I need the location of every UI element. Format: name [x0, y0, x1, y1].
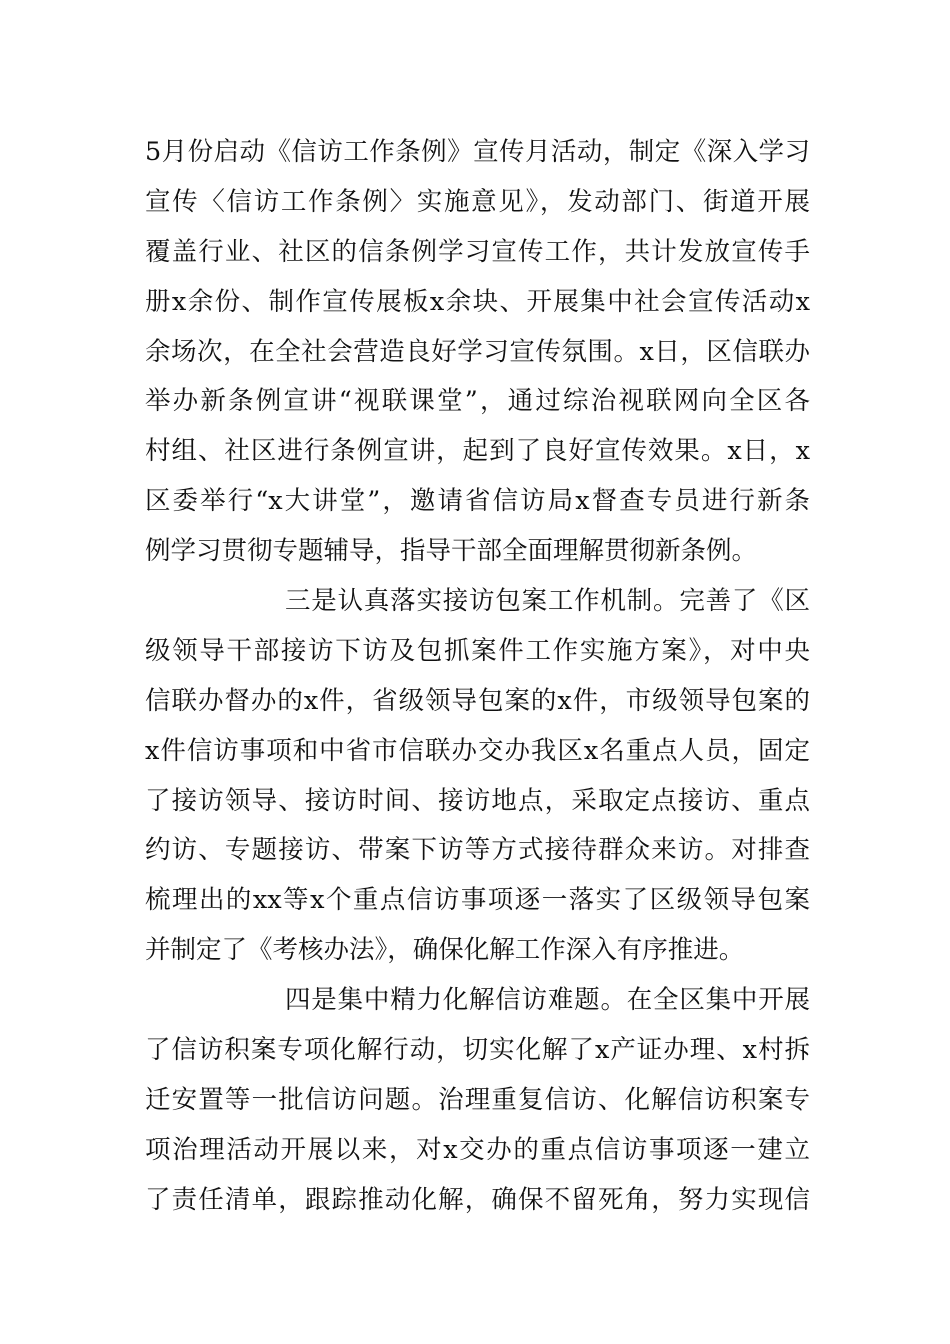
- text-line: 区委举行“x大讲堂”，邀请省信访局x督查专员进行新条: [145, 486, 810, 517]
- text-line: 了接访领导、接访时间、接访地点，采取定点接访、重点: [145, 785, 810, 816]
- paragraph-first-line: 四是集中精力化解信访难题。在全区集中开展: [285, 985, 810, 1016]
- text-line: 了信访积案专项化解行动，切实化解了x产证办理、x村拆: [145, 1035, 810, 1066]
- text-line: 举办新条例宣讲“视联课堂”，通过综治视联网向全区各: [145, 386, 810, 417]
- text-line: 了责任清单，跟踪推动化解，确保不留死角，努力实现信: [145, 1184, 810, 1215]
- text-line: 宣传〈信访工作条例〉实施意见》，发动部门、街道开展: [145, 186, 810, 217]
- text-line: 级领导干部接访下访及包抓案件工作实施方案》，对中央: [145, 635, 810, 666]
- document-body: [145, 128, 810, 1226]
- paragraph-first-line: 三是认真落实接访包案工作机制。完善了《区: [285, 586, 810, 617]
- text-line: 并制定了《考核办法》，确保化解工作深入有序推进。: [145, 935, 745, 966]
- text-line: 项治理活动开展以来，对x交办的重点信访事项逐一建立: [145, 1134, 810, 1165]
- text-line: 梳理出的xx等x个重点信访事项逐一落实了区级领导包案: [145, 885, 810, 916]
- text-line: 例学习贯彻专题辅导，指导干部全面理解贯彻新条例。: [145, 536, 758, 567]
- text-line: x件信访事项和中省市信联办交办我区x名重点人员，固定: [145, 735, 810, 766]
- text-line: 迁安置等一批信访问题。治理重复信访、化解信访积案专: [145, 1084, 810, 1115]
- text-line: 约访、专题接访、带案下访等方式接待群众来访。对排查: [145, 835, 810, 866]
- text-line: 册x余份、制作宣传展板x余块、开展集中社会宣传活动x: [145, 286, 810, 317]
- text-line: 覆盖行业、社区的信条例学习宣传工作，共计发放宣传手: [145, 236, 810, 267]
- text-line: 信联办督办的x件，省级领导包案的x件，市级领导包案的: [145, 685, 810, 716]
- text-line: 5月份启动《信访工作条例》宣传月活动，制定《深入学习: [145, 137, 810, 167]
- text-line: 余场次，在全社会营造良好学习宣传氛围。x日，区信联办: [145, 336, 810, 367]
- text-line: 村组、社区进行条例宣讲，起到了良好宣传效果。x日，x: [145, 436, 810, 467]
